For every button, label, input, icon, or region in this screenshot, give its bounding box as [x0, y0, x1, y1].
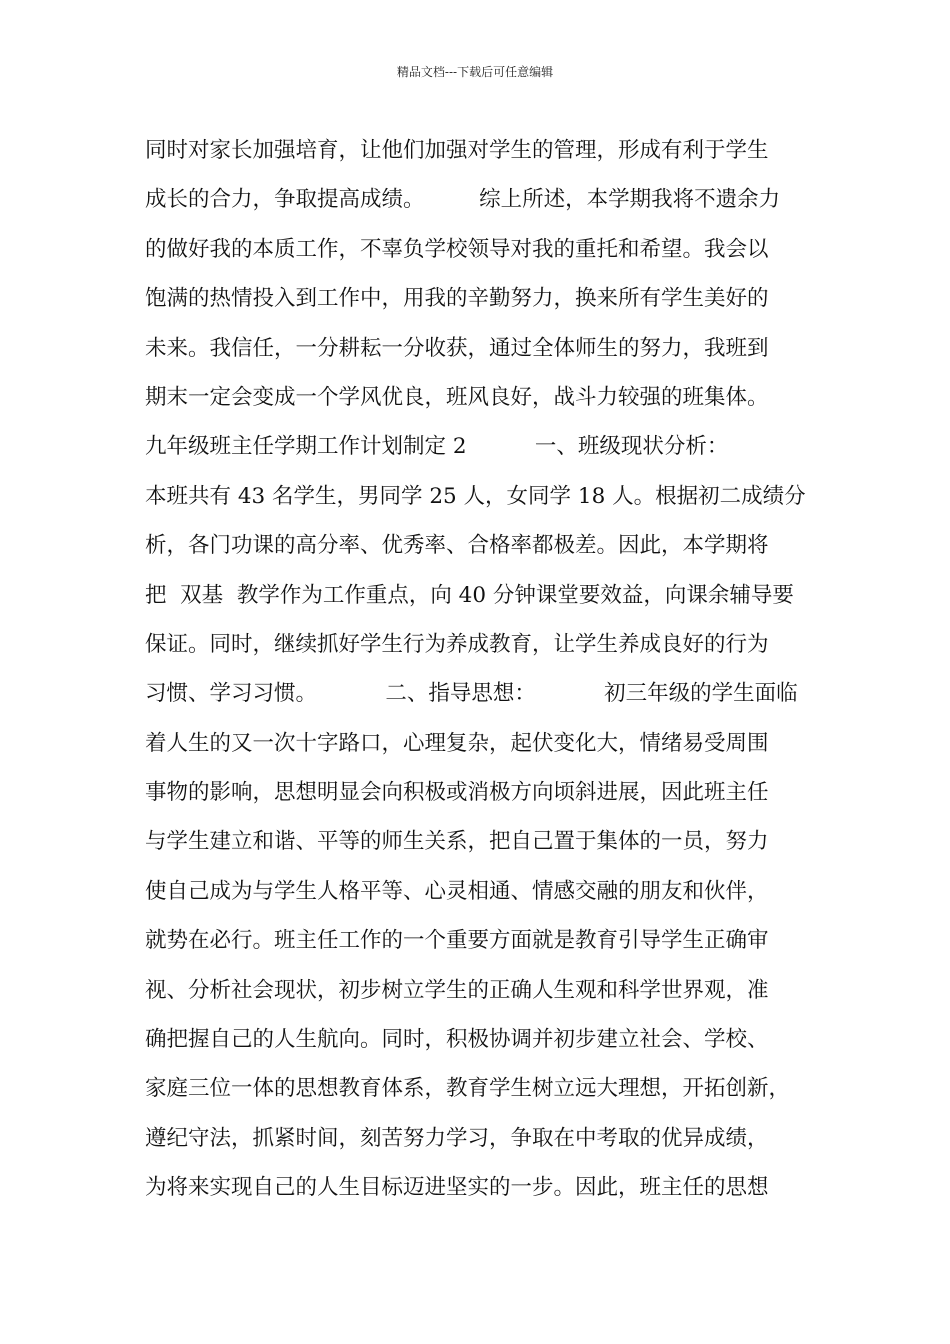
text-line: 把 双基 教学作为工作重点，向 40 分钟课堂要效益，向课余辅导要 [145, 582, 794, 608]
text-line: 为将来实现自己的人生目标迈进坚实的一步。因此，班主任的思想 [145, 1175, 769, 1201]
text-line: 确把握自己的人生航向。同时，积极协调并初步建立社会、学校、 [145, 1027, 769, 1053]
page-header: 精品文档---下载后可任意编辑 [396, 65, 554, 79]
text-line: 同时对家长加强培育，让他们加强对学生的管理，形成有利于学生 [145, 138, 769, 163]
text-line: 遵纪守法，抓紧时间，刻苦努力学习，争取在中考取的优异成绩， [145, 1125, 769, 1151]
text-line: 本班共有 43 名学生，男同学 25 人，女同学 18 人。根据初二成绩分 [145, 483, 806, 509]
text-line: 期末一定会变成一个学风优良，班风良好，战斗力较强的班集体。 [145, 384, 769, 410]
text-line: 习惯、学习习惯。 二、指导思想： 初三年级的学生面临 [145, 681, 798, 707]
text-line: 使自己成为与学生人格平等、心灵相通、情感交融的朋友和伙伴， [145, 878, 769, 904]
text-line: 成长的合力，争取提高成绩。 综上所述，本学期我将不遗余力 [145, 187, 781, 213]
text-line: 九年级班主任学期工作计划制定 2 一、班级现状分析： [145, 434, 729, 460]
text-line: 保证。同时，继续抓好学生行为养成教育，让学生养成良好的行为 [145, 631, 769, 657]
text-line: 家庭三位一体的思想教育体系，教育学生树立远大理想，开拓创新， [145, 1076, 791, 1102]
text-line: 未来。我信任，一分耕耘一分收获，通过全体师生的努力，我班到 [145, 335, 769, 361]
text-line: 饱满的热情投入到工作中，用我的辛勤努力，换来所有学生美好的 [145, 286, 769, 312]
text-line: 与学生建立和谐、平等的师生关系，把自己置于集体的一员，努力 [145, 829, 769, 855]
text-line: 析，各门功课的高分率、优秀率、合格率都极差。因此，本学期将 [145, 533, 769, 559]
body-text [145, 131, 825, 1218]
text-line: 视、分析社会现状，初步树立学生的正确人生观和科学世界观，准 [145, 977, 769, 1003]
text-line: 的做好我的本质工作，不辜负学校领导对我的重托和希望。我会以 [145, 236, 769, 262]
text-line: 就势在必行。班主任工作的一个重要方面就是教育引导学生正确审 [145, 928, 769, 954]
text-line: 事物的影响，思想明显会向积极或消极方向顷斜进展，因此班主任 [145, 780, 769, 806]
text-line: 着人生的又一次十字路口，心理复杂，起伏变化大，情绪易受周围 [145, 730, 769, 756]
